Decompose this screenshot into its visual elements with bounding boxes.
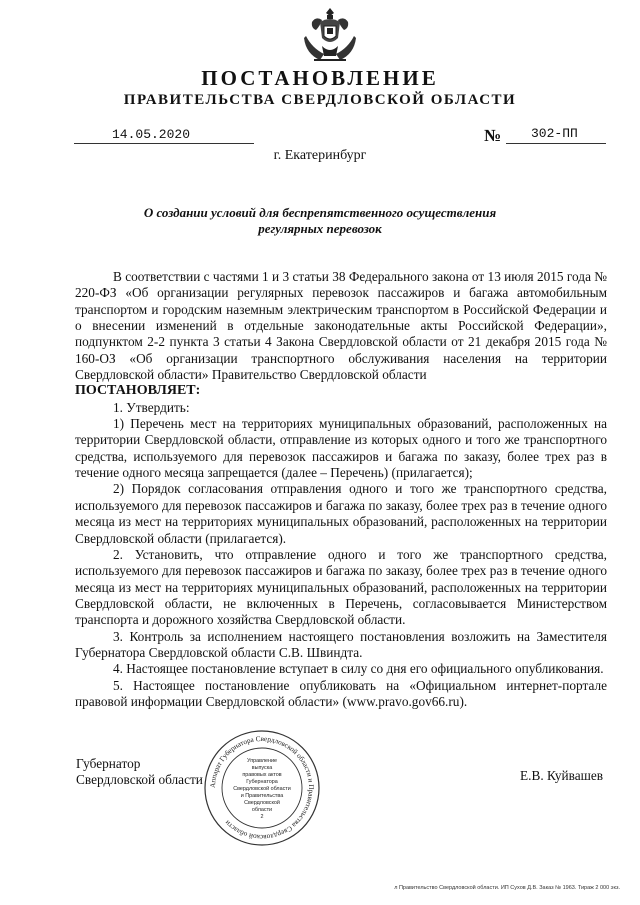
svg-text:Аппарат Губернатора Свердловск: Аппарат Губернатора Свердловской области и Правительства Свердловской области — [208, 734, 316, 842]
coat-of-arms-icon — [300, 6, 360, 64]
official-seal-icon — [202, 728, 322, 848]
clause-4: 4. Настоящее постановление вступает в силу со дня его официального опубликования. — [113, 661, 604, 677]
document-city: г. Екатеринбург — [273, 148, 367, 163]
svg-text:области: области — [251, 807, 273, 813]
signatory-position-line-1: Губернатор — [76, 756, 141, 771]
clause-1: 1. Утвердить: — [113, 399, 190, 415]
document-date: 14.05.2020 — [112, 127, 191, 142]
clause-1-2: 2) Порядок согласования отправления одного и того же транспортного средства, используемого для перевозок пассажиров и багажа по заказу, более трех раз в течение одного месяца из мест на территориях муниципальных образований, расположенных на территории Свердловской области (прилагается). — [75, 481, 607, 546]
svg-text:Свердловской области: Свердловской области — [233, 786, 291, 792]
clause-2: 2. Установить, что отправление одного и того же транспортного средства, используемого для перевозок пассажиров и багажа по заказу, более трех раз в течение одного месяца из мест на территориях муниципальных образований, расположенных на территории Свердловской области, не включенных в Перечень, согласовывается Министерством транспорта и дорожного хозяйства Свердловской области. — [75, 546, 607, 628]
svg-text:Губернатора: Губернатора — [246, 779, 278, 785]
signatory-position — [76, 756, 203, 788]
subject-line-2: регулярных перевозок — [258, 221, 382, 236]
resolves-heading: ПОСТАНОВЛЯЕТ: — [75, 383, 201, 399]
document-subject — [120, 205, 520, 237]
document-body — [75, 269, 607, 710]
date-underline — [74, 143, 254, 144]
signatory-name: Е.В. Куйвашев — [520, 768, 604, 783]
preamble-paragraph: В соответствии с частями 1 и 3 статьи 38 Федерального закона от 13 июля 2015 года № 220-ФЗ «Об организации регулярных перевозок пассажиров и багажа автомобильным транспортом и городским наземным электрическим транспортом в Российской Федерации и о внесении изменений в отдельные законодательные акты Российской Федерации», подпунктом 2-2 пункта 3 статьи 4 Закона Свердловской области от 21 декабря 2015 года № 160-ОЗ «Об организации транспортного обслуживания населения на территории Свердловской области» Правительство Свердловской области — [75, 269, 607, 383]
subject-line-1: О создании условий для беспрепятственного осуществления — [143, 205, 497, 220]
svg-text:и Правительства: и Правительства — [240, 793, 284, 799]
svg-text:правовых актов: правовых актов — [242, 772, 282, 778]
clause-5: 5. Настоящее постановление опубликовать на «Официальном интернет-портале правовой информации Свердловской области» (www.pravo.gov66.ru). — [75, 677, 607, 709]
document-issuer: ПРАВИТЕЛЬСТВА СВЕРДЛОВСКОЙ ОБЛАСТИ — [123, 92, 517, 108]
svg-text:выпуска: выпуска — [251, 765, 273, 771]
print-footer: л Правительство Свердловской области. ИП Сухов Д.В. Заказ № 1963. Тираж 2 000 экз. — [394, 885, 620, 891]
document-number: 302-ПП — [531, 126, 578, 141]
svg-text:2: 2 — [260, 814, 264, 820]
document-title: ПОСТАНОВЛЕНИЕ — [201, 66, 439, 90]
svg-text:Управление: Управление — [247, 758, 277, 764]
signatory-position-line-2: Свердловской области — [76, 772, 203, 787]
number-label: № — [484, 126, 502, 145]
svg-text:Свердловской: Свердловской — [244, 800, 280, 806]
clause-1-1: 1) Перечень мест на территориях муниципальных образований, расположенных на территории Свердловской области, отправление из которых одного и того же транспортного средства, используемого для перевозок пассажиров и багажа по заказу, более трех раз в течение одного месяца запрещается (далее – Перечень) (прилагается); — [75, 416, 607, 481]
number-underline — [506, 143, 606, 144]
clause-3: 3. Контроль за исполнением настоящего постановления возложить на Заместителя Губернатора Свердловской области С.В. Швиндта. — [75, 628, 607, 660]
